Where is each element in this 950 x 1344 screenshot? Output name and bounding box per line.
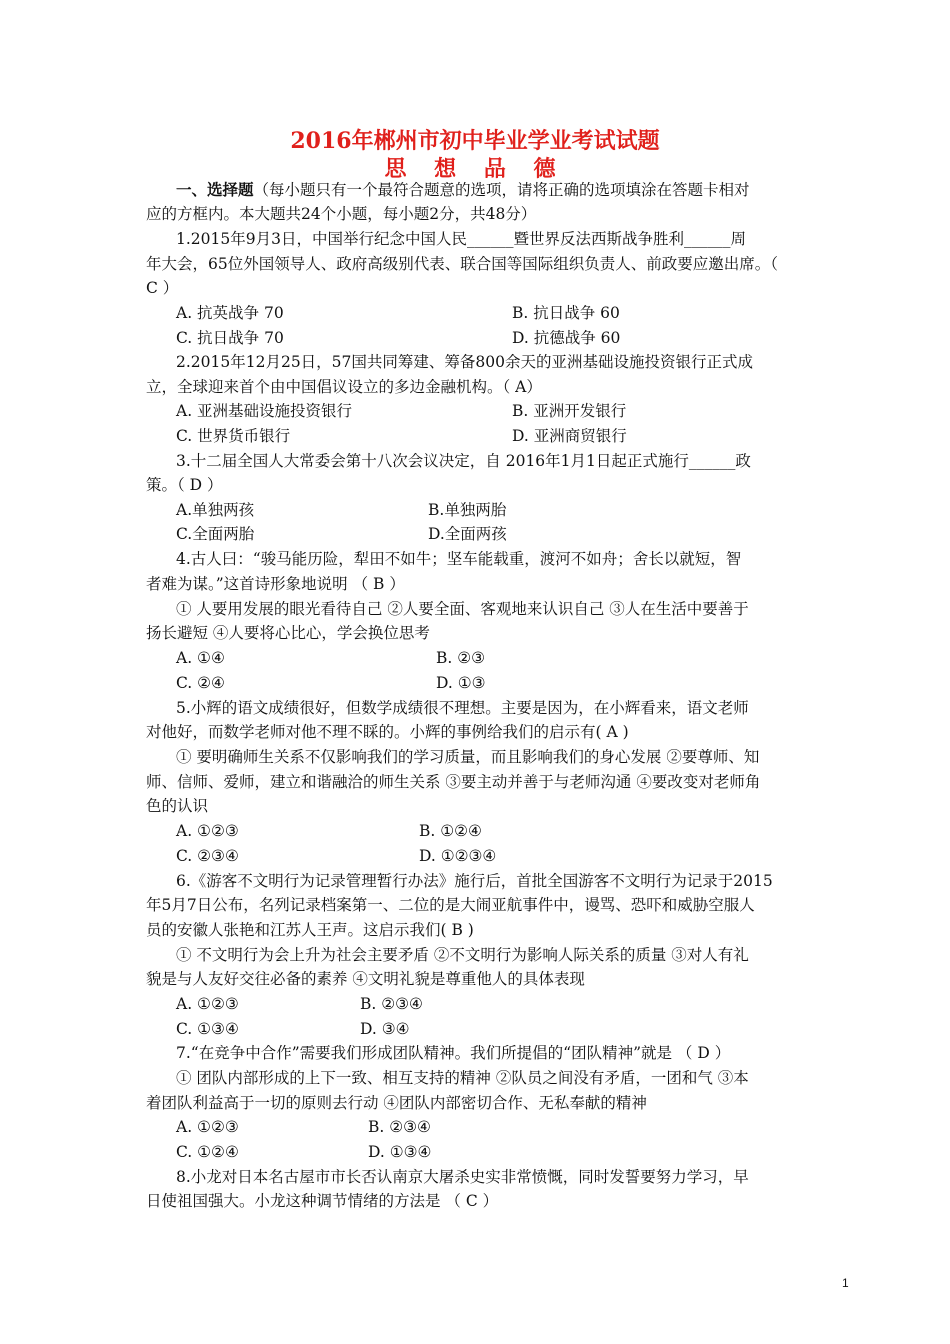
question-2-option-a: A. 亚洲基础设施投资银行 (176, 402, 353, 420)
question-3-option-b: B.单独两胎 (428, 501, 507, 519)
question-4-option-a: A. ①④ (176, 649, 225, 667)
question-6-option-b: B. ②③④ (360, 995, 423, 1013)
question-3-option-a: A.单独两孩 (176, 501, 255, 519)
question-5-option-c: C. ②③④ (176, 847, 239, 865)
question-4-line-4: 扬长避短 ④人要将心比心，学会换位思考 (146, 624, 430, 642)
subject-title: 思 想 品 德 (384, 156, 566, 182)
question-5-line-5: 色的认识 (146, 797, 209, 815)
question-1-option-d: D. 抗德战争 60 (512, 329, 621, 347)
question-2-line-2: 立，全球迎来首个由中国倡议设立的多边金融机构。（ A） (146, 378, 542, 396)
question-2-line-1: 2.2015年12月25日，57国共同筹建、筹备800余天的亚洲基础设施投资银行正式成 (176, 353, 753, 371)
question-8-line-2: 日使祖国强大。小龙这种调节情绪的方法是 （ C ） (146, 1192, 499, 1210)
question-2-option-b: B. 亚洲开发银行 (512, 402, 627, 420)
question-2-option-d: D. 亚洲商贸银行 (512, 427, 627, 445)
question-3-option-c: C.全面两胎 (176, 525, 255, 543)
page-number: 1 (842, 1276, 849, 1290)
question-3-line-1: 3.十二届全国人大常委会第十八次会议决定，自 2016年1月1日起正式施行______政 (176, 452, 751, 470)
question-6-option-c: C. ①③④ (176, 1020, 239, 1038)
question-1-option-a: A. 抗英战争 70 (176, 304, 284, 322)
question-4-line-3: ① 人要用发展的眼光看待自己 ②人要全面、客观地来认识自己 ③人在生活中要善于 (176, 600, 749, 618)
question-1-line-2: 年大会，65位外国领导人、政府高级别代表、联合国等国际组织负责人、前政要应邀出席。（ (146, 255, 778, 273)
question-6-option-d: D. ③④ (360, 1020, 410, 1038)
question-7-option-a: A. ①②③ (176, 1118, 239, 1136)
question-5-option-d: D. ①②③④ (419, 847, 497, 865)
question-7-line-2: ① 团队内部形成的上下一致、相互支持的精神 ②队员之间没有矛盾，一团和气 ③本 (176, 1069, 749, 1087)
question-6-line-4: ① 不文明行为会上升为社会主要矛盾 ②不文明行为影响人际关系的质量 ③对人有礼 (176, 946, 749, 964)
question-4-line-1: 4.古人曰：“骏马能历险，犁田不如牛；坚车能载重，渡河不如舟；舍长以就短，智 (176, 550, 742, 568)
question-4-option-c: C. ②④ (176, 674, 225, 692)
question-5-line-1: 5.小辉的语文成绩很好，但数学成绩很不理想。主要是因为，在小辉看来，语文老师 (176, 699, 749, 717)
question-7-line-1: 7.“在竞争中合作”需要我们形成团队精神。我们所提倡的“团队精神”就是 （ D ） (176, 1044, 731, 1062)
question-2-option-c: C. 世界货币银行 (176, 427, 291, 445)
question-7-line-3: 着团队利益高于一切的原则去行动 ④团队内部密切合作、无私奉献的精神 (146, 1094, 647, 1112)
question-1-option-b: B. 抗日战争 60 (512, 304, 620, 322)
section-intro: 一、选择题（每小题只有一个最符合题意的选项，请将正确的选项填涂在答题卡相对 (176, 180, 750, 199)
question-1-line-3: C ） (146, 279, 179, 297)
question-5-line-2: 对他好，而数学老师对他不理不睬的。小辉的事例给我们的启示有( A ) (146, 723, 629, 741)
question-7-option-d: D. ①③④ (368, 1143, 432, 1161)
question-8-line-1: 8.小龙对日本名古屋市市长否认南京大屠杀史实非常愤慨，同时发誓要努力学习，早 (176, 1168, 749, 1186)
question-6-line-3: 员的安徽人张艳和江苏人王声。这启示我们( B ) (146, 921, 474, 939)
question-7-option-c: C. ①②④ (176, 1143, 239, 1161)
question-1-line-1: 1.2015年9月3日，中国举行纪念中国人民______暨世界反法西斯战争胜利______周 (176, 230, 746, 248)
section-label: 一、选择题 (176, 180, 254, 199)
question-7-option-b: B. ②③④ (368, 1118, 431, 1136)
exam-title: 2016年郴州市初中毕业学业考试试题 (290, 128, 660, 154)
question-6-line-2: 年5月7日公布，名列记录档案第一、二位的是大闹亚航事件中，谩骂、恐吓和威胁空服人 (146, 896, 755, 914)
question-5-option-b: B. ①②④ (419, 822, 482, 840)
question-3-line-2: 策。（ D ） (146, 476, 223, 494)
section-intro-cont: 应的方框内。本大题共24个小题，每小题2分，共48分） (146, 205, 537, 223)
question-3-option-d: D.全面两孩 (428, 525, 507, 543)
question-4-line-2: 者难为谋。”这首诗形象地说明 （ B ） (146, 575, 405, 593)
question-6-line-1: 6.《游客不文明行为记录管理暂行办法》施行后，首批全国游客不文明行为记录于2015 (176, 872, 773, 890)
question-6-option-a: A. ①②③ (176, 995, 239, 1013)
question-4-option-d: D. ①③ (436, 674, 486, 692)
question-4-option-b: B. ②③ (436, 649, 486, 667)
question-5-option-a: A. ①②③ (176, 822, 239, 840)
question-5-line-4: 师、信师、爱师，建立和谐融洽的师生关系 ③要主动并善于与老师沟通 ④要改变对老师角 (146, 773, 761, 791)
question-6-line-5: 貌是与人友好交往必备的素养 ④文明礼貌是尊重他人的具体表现 (146, 970, 585, 988)
question-5-line-3: ① 要明确师生关系不仅影响我们的学习质量，而且影响我们的身心发展 ②要尊师、知 (176, 748, 760, 766)
question-1-option-c: C. 抗日战争 70 (176, 329, 284, 347)
